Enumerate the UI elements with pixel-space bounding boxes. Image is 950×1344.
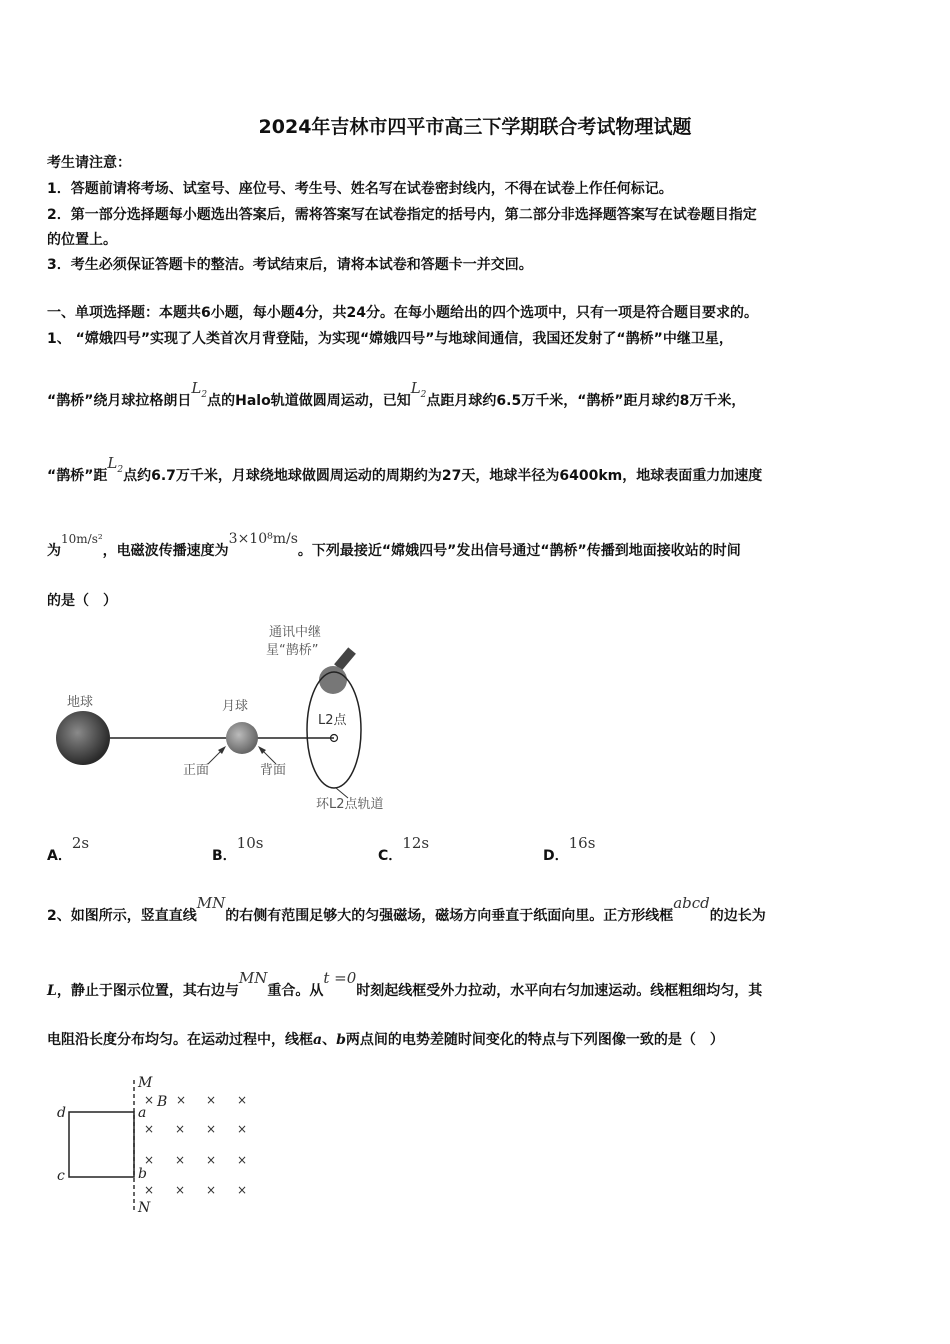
back-pointer (262, 750, 276, 764)
label-a: a (138, 1105, 147, 1121)
label-b-field: B (157, 1094, 168, 1110)
field-cross-icon: × (144, 1183, 155, 1197)
label-c: c (57, 1168, 65, 1184)
q1-text: 为 (47, 543, 61, 559)
back-label: 背面 (260, 763, 287, 778)
field-cross-icon: × (144, 1122, 155, 1136)
label-b: b (138, 1166, 147, 1182)
l2-symbol: $L_2$ (191, 379, 208, 400)
moon-icon (226, 722, 258, 754)
option-a[interactable]: A．2s (47, 834, 90, 864)
section-heading: 一、单项选择题：本题共6小题，每小题4分，共24分。在每小题给出的四个选项中，只有一项是符合题目要求的。 (47, 305, 758, 321)
earth-icon (56, 711, 110, 765)
q1-text: 点的Halo轨道做圆周运动，已知 (207, 393, 411, 409)
label-n: N (138, 1200, 151, 1216)
field-cross-icon: × (206, 1183, 217, 1197)
q1-line-4 (47, 531, 741, 560)
orbit-label: 环L2点轨道 (316, 797, 384, 812)
earth-label: 地球 (67, 695, 94, 710)
page-title: 2024年吉林市四平市高三下学期联合考试物理试题 (258, 116, 692, 138)
field-cross-icon: × (206, 1153, 217, 1167)
field-cross-icon: × (237, 1153, 248, 1167)
relay-satellite-icon (319, 647, 356, 694)
t-zero-symbol: t =0 (323, 969, 357, 987)
earth-moon-figure (40, 618, 410, 818)
notice-heading: 考生请注意： (47, 155, 131, 171)
notice-item-1: 1．答题前请将考场、试室号、座位号、考生号、姓名写在试卷密封线内，不得在试卷上作任何标记。 (47, 181, 673, 197)
q1-text: “鹊桥”距 (47, 468, 108, 484)
mn-symbol: MN (196, 894, 226, 912)
moon-label: 月球 (222, 699, 249, 714)
field-cross-icon: × (144, 1093, 155, 1107)
option-c[interactable]: C．12s (378, 834, 430, 864)
option-b[interactable]: B．10s (212, 834, 264, 864)
field-cross-icon: × (237, 1093, 248, 1107)
magnetic-field-figure (50, 1070, 270, 1220)
q1-text: “鹊桥”绕月球拉格朗日 (47, 393, 192, 409)
q1-text: ，电磁波传播速度为 (102, 543, 229, 559)
q1-line-5: 的是（ ） (47, 593, 117, 609)
field-cross-icon: × (237, 1122, 248, 1136)
light-speed-value: 3×10⁸m/s (228, 531, 298, 547)
field-cross-icon: × (175, 1122, 186, 1136)
notice-item-2: 2．第一部分选择题每小题选出答案后，需将答案写在试卷指定的括号内，第二部分非选择题答案写在试卷题目指定 (47, 207, 757, 223)
mn-symbol: MN (238, 969, 268, 987)
field-cross-icon: × (175, 1183, 186, 1197)
label-m: M (138, 1075, 153, 1091)
relay-label-2: 星“鹊桥” (266, 643, 319, 658)
abcd-symbol: abcd (673, 894, 710, 912)
square-loop (69, 1112, 134, 1177)
l2-symbol: $L_2$ (107, 454, 124, 475)
q1-text: 。下列最接近“嫦娥四号”发出信号通过“鹊桥”传播到地面接收站的时间 (297, 543, 741, 559)
notice-item-2-cont: 的位置上。 (47, 232, 117, 248)
notice-item-3: 3．考生必须保证答题卡的整洁。考试结束后，请将本试卷和答题卡一并交回。 (47, 257, 533, 273)
front-pointer (208, 750, 222, 764)
q2-line-1: 2、如图所示，竖直直线MN的右侧有范围足够大的匀强磁场，磁场方向垂直于纸面向里。正方形线框abcd的边长为 (47, 894, 766, 924)
field-cross-icon: × (237, 1183, 248, 1197)
l2-label: L2点 (318, 713, 347, 728)
q2-line-2: L，静止于图示位置，其右边与MN重合。从t =0时刻起线框受外力拉动，水平向右匀加速运动。线框粗细均匀，其 (47, 969, 763, 999)
label-d: d (57, 1105, 66, 1121)
q1-line-2 (47, 379, 746, 412)
q1-text: 点距月球约6.5万千米，“鹊桥”距月球约8万千米， (426, 393, 746, 409)
field-cross-icon: × (144, 1153, 155, 1167)
field-cross-icon: × (176, 1093, 187, 1107)
q1-text: 点约6.7万千米，月球绕地球做圆周运动的周期约为27天，地球半径为6400km，地球表面重力加速度 (123, 468, 763, 484)
relay-label-1: 通讯中继 (269, 625, 322, 640)
front-label: 正面 (183, 763, 210, 778)
q2-line-3: 电阻沿长度分布均匀。在运动过程中，线框a、b两点间的电势差随时间变化的特点与下列图像一致的是（ ） (47, 1032, 724, 1048)
field-cross-icon: × (175, 1153, 186, 1167)
gravity-value: 10m/s² (61, 532, 103, 546)
field-cross-icon: × (206, 1093, 217, 1107)
q1-line-1: 1、 “嫦娥四号”实现了人类首次月背登陆，为实现“嫦娥四号”与地球间通信，我国还发射了“鹊桥”中继卫星， (47, 331, 733, 347)
q1-line-3 (47, 454, 763, 487)
option-d[interactable]: D．16s (543, 834, 596, 864)
l2-symbol: $L_2$ (410, 379, 427, 400)
field-cross-icon: × (206, 1122, 217, 1136)
